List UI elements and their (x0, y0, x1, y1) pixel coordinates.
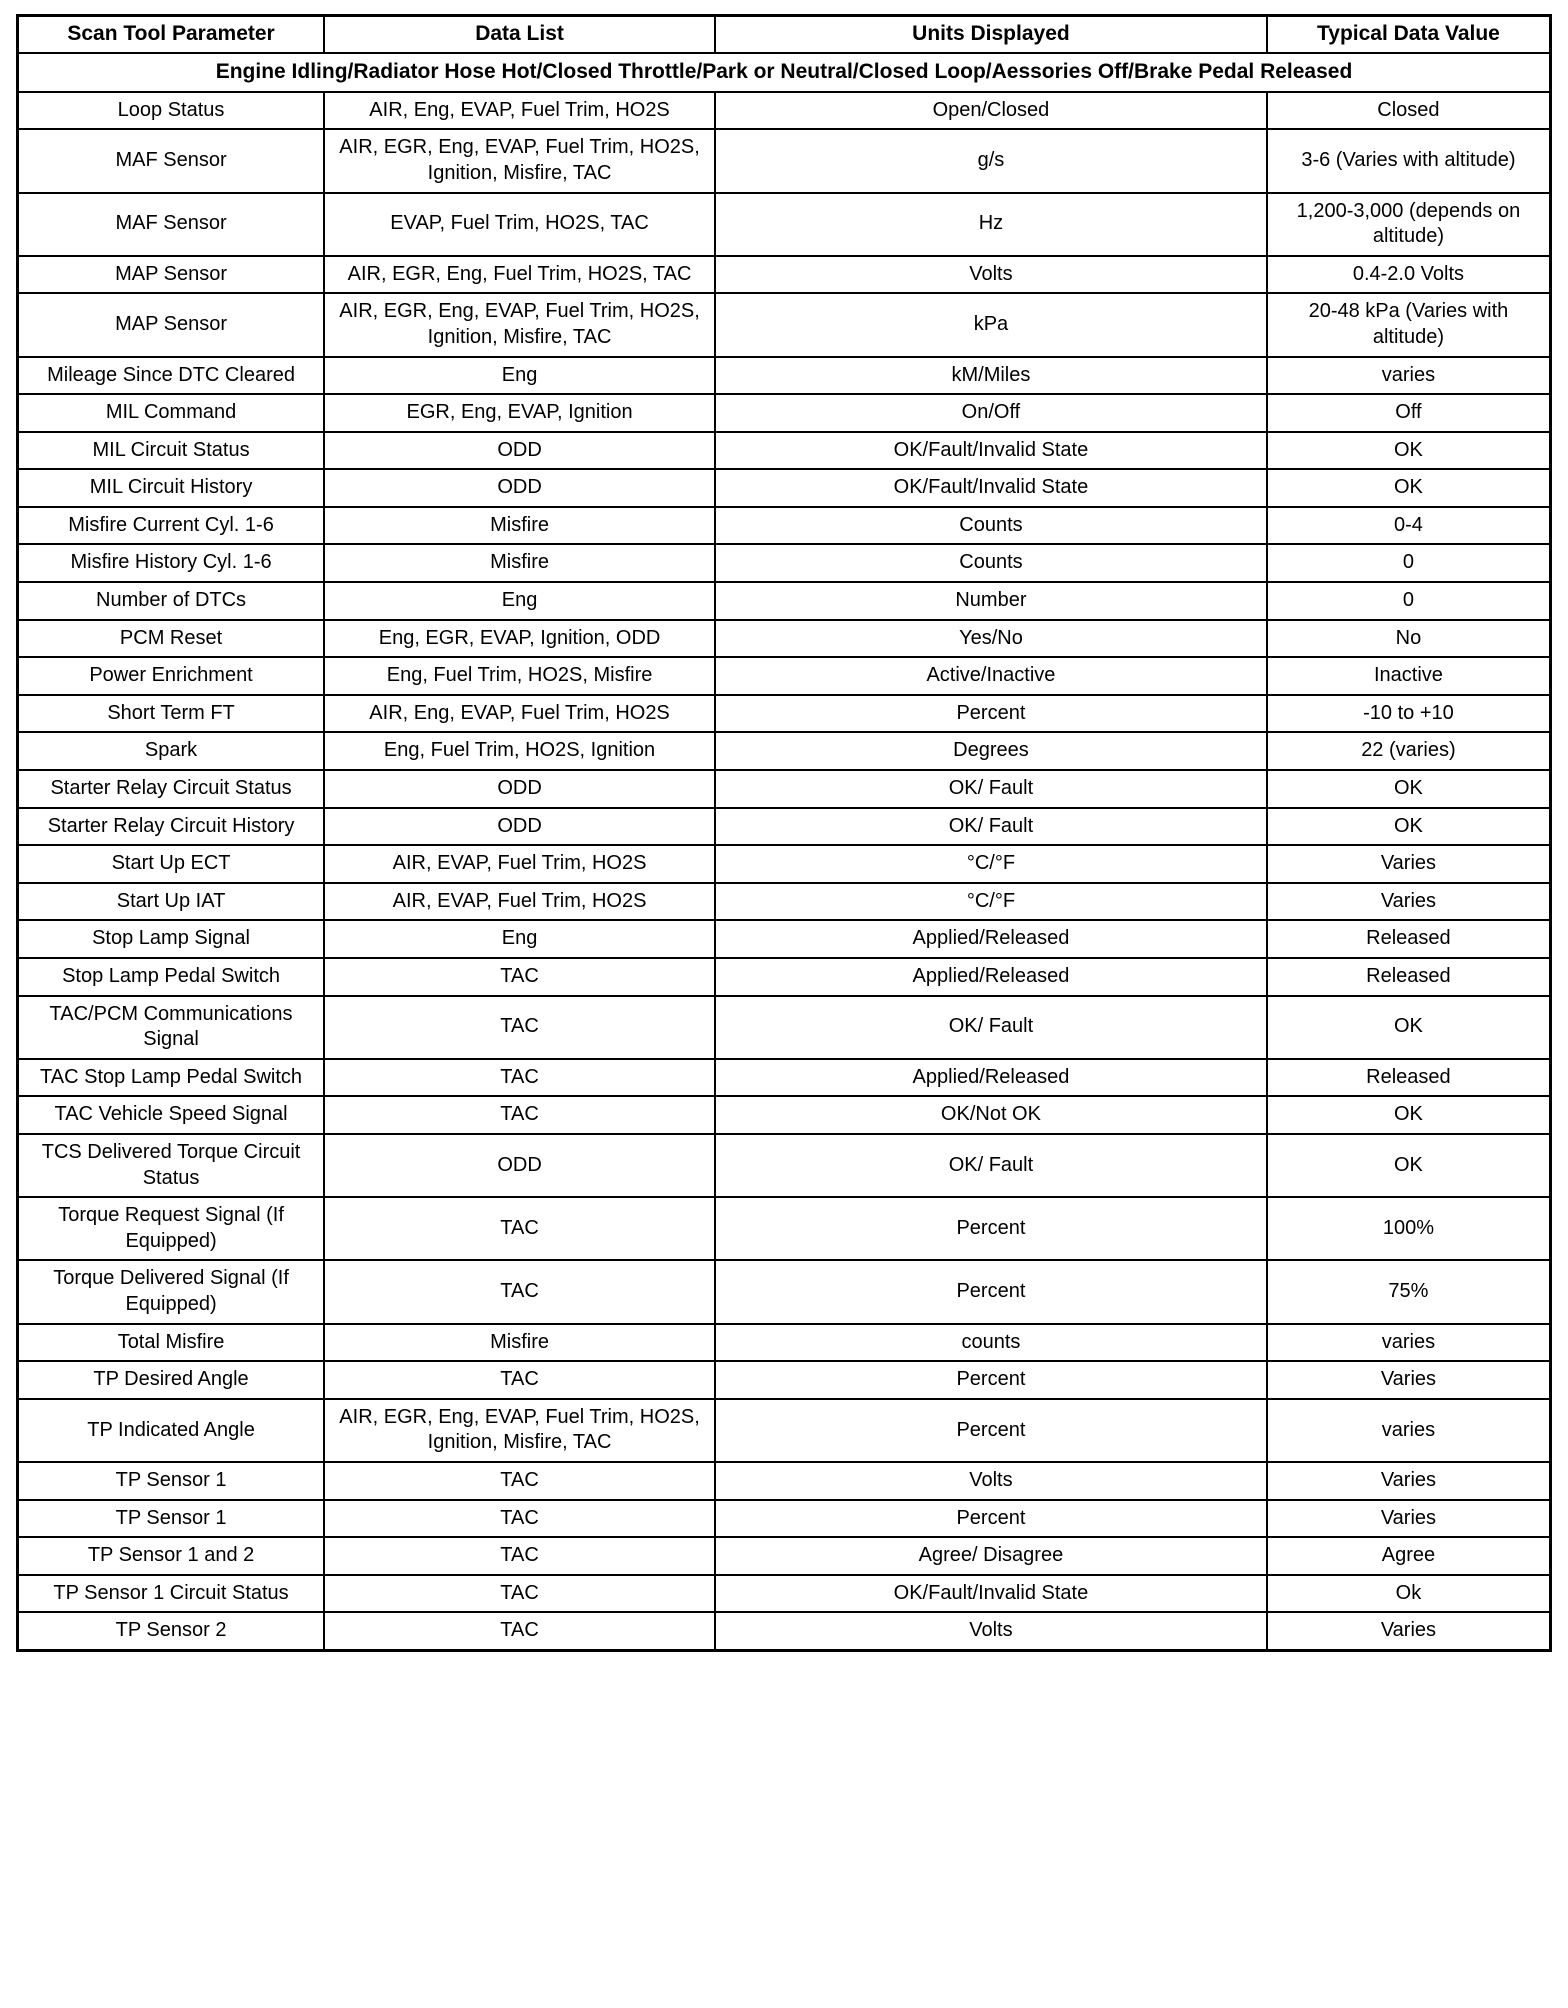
table-row (18, 657, 1551, 695)
cell-units-displayed: Yes/No (715, 620, 1267, 658)
table-row (18, 394, 1551, 432)
cell-data-list: AIR, Eng, EVAP, Fuel Trim, HO2S (324, 695, 715, 733)
table-row (18, 92, 1551, 130)
cell-units-displayed: Percent (715, 1500, 1267, 1538)
table-row (18, 1399, 1551, 1462)
cell-parameter: TP Sensor 2 (18, 1612, 325, 1650)
cell-typical-data-value: Varies (1267, 1500, 1551, 1538)
table-row (18, 1500, 1551, 1538)
cell-units-displayed: kM/Miles (715, 357, 1267, 395)
header-typical-data-value: Typical Data Value (1267, 16, 1551, 53)
condition-text: Engine Idling/Radiator Hose Hot/Closed Throttle/Park or Neutral/Closed Loop/Aessories Off/Brake Pedal Released (18, 53, 1551, 92)
cell-parameter: Start Up IAT (18, 883, 325, 921)
scan-tool-parameter-table (16, 14, 1552, 1652)
cell-typical-data-value: Varies (1267, 845, 1551, 883)
cell-parameter: TP Sensor 1 Circuit Status (18, 1575, 325, 1613)
cell-data-list: TAC (324, 1612, 715, 1650)
cell-data-list: TAC (324, 1197, 715, 1260)
cell-units-displayed: Counts (715, 544, 1267, 582)
cell-units-displayed: OK/Fault/Invalid State (715, 469, 1267, 507)
cell-typical-data-value: Varies (1267, 1361, 1551, 1399)
cell-typical-data-value: 22 (varies) (1267, 732, 1551, 770)
cell-data-list: TAC (324, 1096, 715, 1134)
cell-typical-data-value: Released (1267, 1059, 1551, 1097)
cell-parameter: Misfire History Cyl. 1-6 (18, 544, 325, 582)
table-row (18, 1537, 1551, 1575)
cell-typical-data-value: OK (1267, 469, 1551, 507)
cell-units-displayed: Volts (715, 256, 1267, 294)
table-row (18, 808, 1551, 846)
cell-typical-data-value: 20-48 kPa (Varies with altitude) (1267, 293, 1551, 356)
table-row (18, 732, 1551, 770)
cell-data-list: TAC (324, 1059, 715, 1097)
cell-data-list: TAC (324, 1260, 715, 1323)
cell-data-list: ODD (324, 469, 715, 507)
cell-units-displayed: °C/°F (715, 845, 1267, 883)
cell-data-list: AIR, EGR, Eng, EVAP, Fuel Trim, HO2S, Ignition, Misfire, TAC (324, 293, 715, 356)
cell-data-list: AIR, EVAP, Fuel Trim, HO2S (324, 883, 715, 921)
cell-units-displayed: Applied/Released (715, 920, 1267, 958)
cell-parameter: TAC Stop Lamp Pedal Switch (18, 1059, 325, 1097)
cell-data-list: Misfire (324, 1324, 715, 1362)
table-row (18, 1361, 1551, 1399)
cell-units-displayed: Degrees (715, 732, 1267, 770)
cell-units-displayed: Counts (715, 507, 1267, 545)
cell-data-list: AIR, EVAP, Fuel Trim, HO2S (324, 845, 715, 883)
table-row (18, 1096, 1551, 1134)
table-row (18, 507, 1551, 545)
table-row (18, 620, 1551, 658)
cell-typical-data-value: 100% (1267, 1197, 1551, 1260)
cell-units-displayed: Volts (715, 1612, 1267, 1650)
cell-data-list: ODD (324, 808, 715, 846)
cell-typical-data-value: 0 (1267, 582, 1551, 620)
cell-parameter: TAC Vehicle Speed Signal (18, 1096, 325, 1134)
cell-typical-data-value: OK (1267, 808, 1551, 846)
table-row (18, 920, 1551, 958)
table-row (18, 1462, 1551, 1500)
cell-typical-data-value: -10 to +10 (1267, 695, 1551, 733)
cell-units-displayed: OK/ Fault (715, 770, 1267, 808)
cell-parameter: MIL Command (18, 394, 325, 432)
cell-units-displayed: counts (715, 1324, 1267, 1362)
cell-data-list: ODD (324, 432, 715, 470)
cell-typical-data-value: varies (1267, 1399, 1551, 1462)
cell-units-displayed: OK/ Fault (715, 996, 1267, 1059)
cell-parameter: TAC/PCM Communications Signal (18, 996, 325, 1059)
cell-parameter: PCM Reset (18, 620, 325, 658)
cell-data-list: AIR, EGR, Eng, EVAP, Fuel Trim, HO2S, Ignition, Misfire, TAC (324, 129, 715, 192)
cell-data-list: AIR, EGR, Eng, Fuel Trim, HO2S, TAC (324, 256, 715, 294)
cell-units-displayed: Applied/Released (715, 958, 1267, 996)
cell-units-displayed: OK/ Fault (715, 808, 1267, 846)
cell-parameter: TCS Delivered Torque Circuit Status (18, 1134, 325, 1197)
table-row (18, 193, 1551, 256)
cell-typical-data-value: OK (1267, 1096, 1551, 1134)
cell-typical-data-value: Off (1267, 394, 1551, 432)
cell-units-displayed: OK/Fault/Invalid State (715, 432, 1267, 470)
cell-units-displayed: Open/Closed (715, 92, 1267, 130)
cell-typical-data-value: OK (1267, 432, 1551, 470)
cell-parameter: MAF Sensor (18, 193, 325, 256)
header-scan-tool-parameter: Scan Tool Parameter (18, 16, 325, 53)
cell-parameter: MAP Sensor (18, 293, 325, 356)
cell-typical-data-value: Agree (1267, 1537, 1551, 1575)
cell-data-list: EGR, Eng, EVAP, Ignition (324, 394, 715, 432)
cell-parameter: Starter Relay Circuit Status (18, 770, 325, 808)
cell-typical-data-value: Varies (1267, 1612, 1551, 1650)
cell-data-list: ODD (324, 770, 715, 808)
table-row (18, 1059, 1551, 1097)
cell-typical-data-value: 0 (1267, 544, 1551, 582)
cell-data-list: Eng, EGR, EVAP, Ignition, ODD (324, 620, 715, 658)
cell-data-list: Eng, Fuel Trim, HO2S, Ignition (324, 732, 715, 770)
table-row (18, 582, 1551, 620)
cell-data-list: Eng, Fuel Trim, HO2S, Misfire (324, 657, 715, 695)
cell-parameter: Total Misfire (18, 1324, 325, 1362)
cell-parameter: MIL Circuit Status (18, 432, 325, 470)
header-row (18, 16, 1551, 53)
cell-units-displayed: Hz (715, 193, 1267, 256)
table-row (18, 770, 1551, 808)
cell-typical-data-value: 75% (1267, 1260, 1551, 1323)
cell-data-list: AIR, Eng, EVAP, Fuel Trim, HO2S (324, 92, 715, 130)
cell-data-list: TAC (324, 1537, 715, 1575)
cell-typical-data-value: Varies (1267, 883, 1551, 921)
cell-typical-data-value: OK (1267, 770, 1551, 808)
table-row (18, 1260, 1551, 1323)
table-row (18, 958, 1551, 996)
cell-units-displayed: Volts (715, 1462, 1267, 1500)
cell-units-displayed: Percent (715, 1197, 1267, 1260)
cell-units-displayed: Percent (715, 695, 1267, 733)
cell-typical-data-value: 3-6 (Varies with altitude) (1267, 129, 1551, 192)
cell-parameter: TP Sensor 1 (18, 1500, 325, 1538)
cell-units-displayed: kPa (715, 293, 1267, 356)
cell-data-list: TAC (324, 1462, 715, 1500)
cell-data-list: TAC (324, 1575, 715, 1613)
cell-data-list: TAC (324, 1361, 715, 1399)
cell-parameter: Mileage Since DTC Cleared (18, 357, 325, 395)
table-row (18, 544, 1551, 582)
cell-parameter: Stop Lamp Signal (18, 920, 325, 958)
cell-parameter: Torque Request Signal (If Equipped) (18, 1197, 325, 1260)
cell-typical-data-value: varies (1267, 1324, 1551, 1362)
cell-typical-data-value: Released (1267, 920, 1551, 958)
cell-data-list: TAC (324, 996, 715, 1059)
table-row (18, 1612, 1551, 1650)
cell-typical-data-value: Inactive (1267, 657, 1551, 695)
table-row (18, 845, 1551, 883)
cell-units-displayed: Applied/Released (715, 1059, 1267, 1097)
cell-typical-data-value: varies (1267, 357, 1551, 395)
table-row (18, 883, 1551, 921)
cell-data-list: Eng (324, 357, 715, 395)
cell-data-list: Misfire (324, 544, 715, 582)
cell-data-list: Eng (324, 582, 715, 620)
cell-data-list: EVAP, Fuel Trim, HO2S, TAC (324, 193, 715, 256)
table-row (18, 357, 1551, 395)
cell-units-displayed: °C/°F (715, 883, 1267, 921)
cell-units-displayed: OK/ Fault (715, 1134, 1267, 1197)
cell-typical-data-value: OK (1267, 1134, 1551, 1197)
cell-parameter: TP Sensor 1 and 2 (18, 1537, 325, 1575)
cell-data-list: TAC (324, 958, 715, 996)
table-body (18, 92, 1551, 1651)
cell-parameter: Torque Delivered Signal (If Equipped) (18, 1260, 325, 1323)
table-row (18, 1134, 1551, 1197)
cell-typical-data-value: Varies (1267, 1462, 1551, 1500)
cell-typical-data-value: OK (1267, 996, 1551, 1059)
cell-parameter: Power Enrichment (18, 657, 325, 695)
cell-parameter: Loop Status (18, 92, 325, 130)
cell-units-displayed: Percent (715, 1361, 1267, 1399)
cell-data-list: Eng (324, 920, 715, 958)
condition-row (18, 53, 1551, 92)
cell-parameter: MIL Circuit History (18, 469, 325, 507)
table-row (18, 469, 1551, 507)
table-row (18, 1575, 1551, 1613)
table-row (18, 129, 1551, 192)
cell-units-displayed: Percent (715, 1399, 1267, 1462)
cell-units-displayed: OK/Fault/Invalid State (715, 1575, 1267, 1613)
cell-units-displayed: On/Off (715, 394, 1267, 432)
cell-units-displayed: g/s (715, 129, 1267, 192)
cell-typical-data-value: Closed (1267, 92, 1551, 130)
cell-parameter: MAF Sensor (18, 129, 325, 192)
cell-units-displayed: Agree/ Disagree (715, 1537, 1267, 1575)
cell-parameter: Stop Lamp Pedal Switch (18, 958, 325, 996)
cell-parameter: TP Desired Angle (18, 1361, 325, 1399)
cell-parameter: Number of DTCs (18, 582, 325, 620)
cell-data-list: ODD (324, 1134, 715, 1197)
cell-parameter: Starter Relay Circuit History (18, 808, 325, 846)
cell-typical-data-value: No (1267, 620, 1551, 658)
cell-parameter: TP Sensor 1 (18, 1462, 325, 1500)
cell-typical-data-value: 0.4-2.0 Volts (1267, 256, 1551, 294)
table-row (18, 293, 1551, 356)
cell-data-list: TAC (324, 1500, 715, 1538)
cell-parameter: Start Up ECT (18, 845, 325, 883)
header-units-displayed: Units Displayed (715, 16, 1267, 53)
table-row (18, 1324, 1551, 1362)
cell-data-list: Misfire (324, 507, 715, 545)
cell-typical-data-value: 0-4 (1267, 507, 1551, 545)
cell-typical-data-value: 1,200-3,000 (depends on altitude) (1267, 193, 1551, 256)
cell-parameter: Spark (18, 732, 325, 770)
cell-parameter: Short Term FT (18, 695, 325, 733)
cell-units-displayed: Percent (715, 1260, 1267, 1323)
cell-units-displayed: OK/Not OK (715, 1096, 1267, 1134)
table-header (18, 16, 1551, 92)
table-row (18, 695, 1551, 733)
cell-typical-data-value: Ok (1267, 1575, 1551, 1613)
table-row (18, 1197, 1551, 1260)
cell-typical-data-value: Released (1267, 958, 1551, 996)
cell-parameter: Misfire Current Cyl. 1-6 (18, 507, 325, 545)
cell-units-displayed: Active/Inactive (715, 657, 1267, 695)
header-data-list: Data List (324, 16, 715, 53)
table-row (18, 996, 1551, 1059)
cell-parameter: MAP Sensor (18, 256, 325, 294)
table-row (18, 432, 1551, 470)
table-row (18, 256, 1551, 294)
cell-units-displayed: Number (715, 582, 1267, 620)
cell-parameter: TP Indicated Angle (18, 1399, 325, 1462)
cell-data-list: AIR, EGR, Eng, EVAP, Fuel Trim, HO2S, Ignition, Misfire, TAC (324, 1399, 715, 1462)
